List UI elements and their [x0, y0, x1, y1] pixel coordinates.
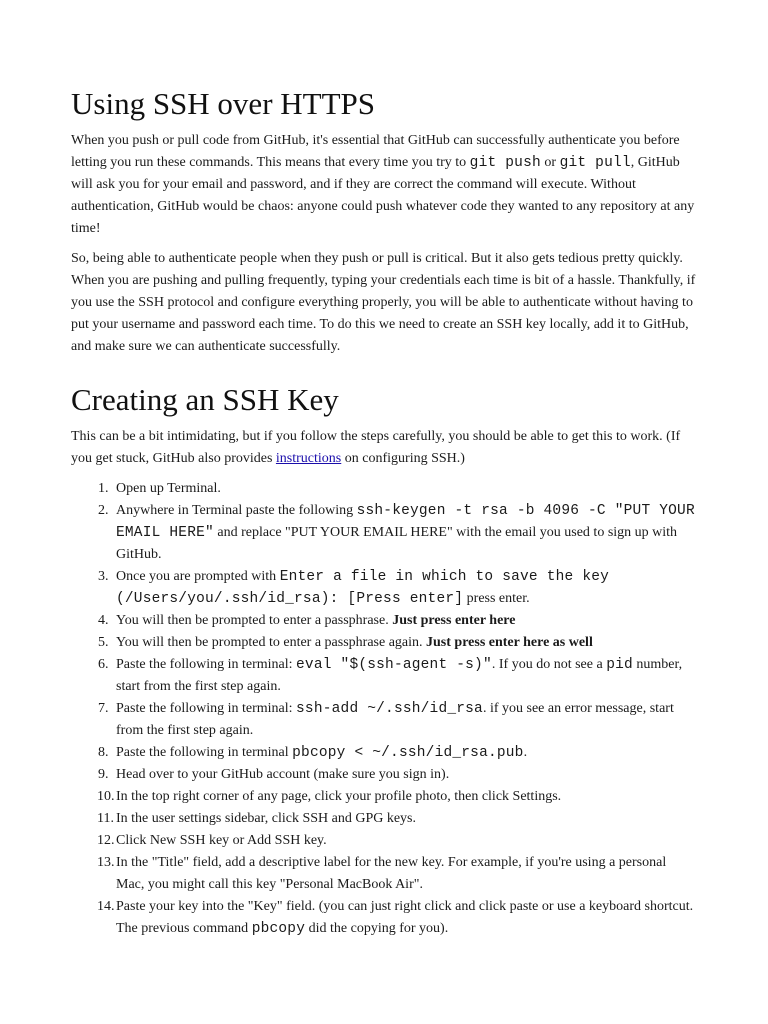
list-number: 6.: [98, 657, 109, 672]
step-text: did the copying for you).: [305, 921, 449, 936]
list-item: [71, 500, 698, 566]
step-text: Anywhere in Terminal paste the following: [116, 503, 357, 518]
list-item: [71, 566, 698, 610]
step-text: Open up Terminal.: [116, 481, 221, 496]
list-number: 2.: [98, 503, 109, 518]
paragraph-ssh-intro: [71, 426, 698, 470]
step-text: You will then be prompted to enter a passphrase again.: [116, 635, 427, 650]
list-number: 8.: [98, 745, 109, 760]
code-eval-ssh-agent: eval "$(ssh-agent -s)": [296, 657, 492, 673]
list-item: [71, 698, 698, 742]
paragraph-authentication-intro: [71, 130, 698, 240]
step-text: . if you see an error message, start from the first step again.: [116, 701, 674, 738]
step-text: Head over to your GitHub account (make sure you sign in).: [116, 767, 450, 782]
code-pid: pid: [606, 657, 633, 673]
list-item: [71, 654, 698, 698]
list-number: 10.: [97, 789, 115, 804]
list-item: [71, 764, 698, 786]
list-item: [71, 808, 698, 830]
list-number: 11.: [97, 811, 114, 826]
list-item: [71, 852, 698, 896]
step-text: Paste the following in terminal:: [116, 701, 297, 716]
code-git-pull: git pull: [559, 155, 631, 171]
list-item: [71, 896, 698, 940]
step-text: Paste the following in terminal:: [116, 657, 297, 672]
step-text: press enter.: [463, 591, 530, 606]
step-text: In the "Title" field, add a descriptive label for the new key. For example, if you're using a personal Mac, you might call this key "Personal MacBook Air".: [116, 855, 667, 892]
text-run: , GitHub will ask you for your email and password, and if they are correct the command will execute. Without authentication, GitHub would be chaos: anyone could push whatever code they wanted to any repository at any time!: [71, 155, 695, 236]
step-text: number, start from the first step again.: [116, 657, 683, 694]
step-bold-text: Just press enter here: [392, 613, 516, 628]
list-item: [71, 786, 698, 808]
list-number: 3.: [98, 569, 109, 584]
code-enter-file-prompt: Enter a file in which to save the key (/Users/you/.ssh/id_rsa): [Press enter]: [116, 569, 610, 607]
code-ssh-keygen: ssh-keygen -t rsa -b 4096 -C "PUT YOUR EMAIL HERE": [116, 503, 695, 541]
text-run: on configuring SSH.): [341, 451, 465, 466]
list-number: 5.: [98, 635, 109, 650]
list-number: 7.: [98, 701, 109, 716]
step-text: . If you do not see a: [491, 657, 607, 672]
code-pbcopy: pbcopy: [251, 921, 306, 937]
list-item: [71, 742, 698, 764]
list-number: 9.: [98, 767, 109, 782]
step-text: You will then be prompted to enter a passphrase.: [116, 613, 393, 628]
text-run: This can be a bit intimidating, but if you follow the steps carefully, you should be able to get this to work. (If you get stuck, GitHub also provides: [71, 429, 681, 466]
step-bold-text: Just press enter here as well: [426, 635, 593, 650]
list-number: 12.: [97, 833, 115, 848]
step-text: Paste your key into the "Key" field. (you can just right click and click paste or use a keyboard shortcut. The previous command: [116, 899, 694, 936]
paragraph-authentication-critical: So, being able to authenticate people when they push or pull is critical. But it also gets tedious pretty quickly. When you are pushing and pulling frequently, typing your credentials each time is bit of a hassle. Thankfully, if you use the SSH protocol and configure everything properly, you will be able to authenticate without having to put your username and password each time. To do this we need to create an SSH key locally, add it to GitHub, and make sure we can authenticate successfully.: [71, 251, 696, 354]
list-number: 4.: [98, 613, 109, 628]
heading-creating-ssh-key: Creating an SSH Key: [71, 382, 339, 417]
list-item: [71, 478, 698, 500]
text-run: When you push or pull code from GitHub, it's essential that GitHub can successfully authenticate you before letting you run these commands. This means that every time you try to: [71, 133, 680, 170]
list-number: 1.: [98, 481, 109, 496]
list-item: [71, 632, 698, 654]
text-run: or: [540, 155, 560, 170]
step-text: .: [523, 745, 528, 760]
list-item: [71, 830, 698, 852]
steps-list: [71, 478, 698, 940]
list-number: 14.: [97, 899, 115, 914]
step-text: In the top right corner of any page, click your profile photo, then click Settings.: [116, 789, 562, 804]
list-item: [71, 610, 698, 632]
instructions-link[interactable]: instructions: [275, 451, 342, 466]
step-text: In the user settings sidebar, click SSH and GPG keys.: [116, 811, 417, 826]
step-text: Once you are prompted with: [116, 569, 280, 584]
heading-using-ssh: Using SSH over HTTPS: [71, 86, 376, 121]
step-text: Click New SSH key or Add SSH key.: [116, 833, 327, 848]
step-text: Paste the following in terminal: [116, 745, 293, 760]
code-ssh-add: ssh-add ~/.ssh/id_rsa: [296, 701, 483, 717]
list-number: 13.: [97, 855, 115, 870]
code-git-push: git push: [469, 155, 541, 171]
code-pbcopy-key: pbcopy < ~/.ssh/id_rsa.pub: [292, 745, 524, 761]
step-text: and replace "PUT YOUR EMAIL HERE" with the email you used to sign up with GitHub.: [116, 525, 678, 562]
